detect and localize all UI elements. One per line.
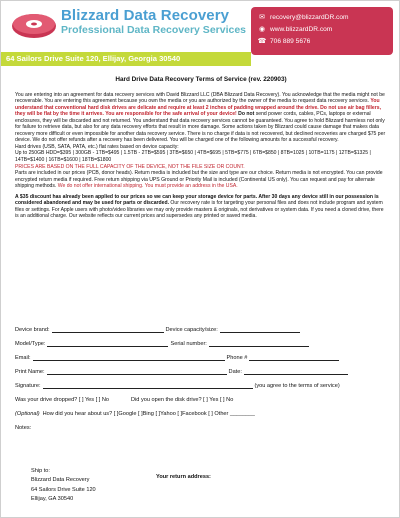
rates-note: PRICES ARE BASED ON THE FULL CAPACITY OF THE DEVICE, NOT THE FILE SIZE OR COUNT. [15,163,245,170]
discount-notice: A $35 discount has already been applied to our prices so we can keep your storage device for parts. After 30 days any device still in our possession is considered abandoned and may be used for parts or discarded. [15,193,379,207]
rates-intro: Hard drives (USB, SATA, PATA, etc.) flat rates based on device capacity: [15,143,179,150]
email-field[interactable] [33,354,225,361]
terms-liability-text: send power cords, cables, PCs, laptops or external enclosures, they will be discarded and not returned. You understand that data recovery services cannot be guaranteed. You agree to hold Blizzard harmless not only for failure to retrieve data, but also for any data recovery efforts that result in more damage. Some actions taken by Blizzard could cause damage that makes data recovery more difficult or even impossible for another data recovery service. There is no charge if data is not recovered, but declined recoveries are charged $75 per device. We do not offer refunds after a recovery has been delivered. You will be charged one of the following amounts for a successful recovery. [15,111,386,144]
form-row-notes [15,417,387,431]
signature-note: (you agree to the terms of service) [254,382,340,389]
signature-label: Signature: [15,382,41,389]
model-type-field[interactable] [47,340,168,347]
device-capacity-field[interactable] [220,326,300,333]
form-row-name [15,361,387,375]
form-row-model [15,333,387,347]
phone-field[interactable] [249,354,339,361]
recovery-scope-text: Our recovery rate is for targeting your personal files and does not include program and system files or settings. For Apple users with photo/video libraries we may only provide masters & originals, not derivatives or system data. If you need a cloned drive, there is an additional charge. Our website reflects our current prices and supersedes any printed or saved media. [15,200,384,220]
contact-website[interactable]: www.blizzardDR.com [270,25,333,33]
brand-block [61,7,246,36]
email-label: Email: [15,354,31,361]
dropped-question[interactable]: Was your drive dropped? [ ] Yes [ ] No [15,396,110,403]
intake-form [15,319,387,431]
device-capacity-label: Device capacity/size: [165,326,218,333]
ship-to-line: 64 Sailors Drive Suite 120 [31,486,96,493]
do-not-text: Do not [238,111,255,118]
notes-label: Notes: [15,424,32,431]
signature-field[interactable] [43,382,253,389]
ship-to-line: Blizzard Data Recovery [31,477,90,484]
model-type-label: Model/Type: [15,340,46,347]
terms-paragraph-3 [15,194,387,220]
address-bar: 64 Sailors Drive Suite 120, Ellijay, Georgia 30540 [1,52,251,66]
terms-intro-text: You are entering into an agreement for data recovery services with David Blizzard LLC (DBA Blizzard Data Recovery). You acknowledge that the media might not be recoverable. You are entering this agreement because you own the media or you are authorized by the owner of the media to request data recovery services. [15,91,385,105]
opened-question[interactable]: Did you open the disk drive? [ ] Yes [ ] No [131,396,234,403]
return-address-label: Your return address: [156,474,211,480]
parts-return-text: Parts are included in our prices (PCB, donor heads). Return media is included but the size and type are our choice. Return media is not encrypted. You can provide encrypted return media if required. Free return shipping via UPS Ground or Priority Mail is included (Continental US only). You can request and pay for alternate shipping methods. [15,170,383,190]
terms-title: Hard Drive Data Recovery Terms of Service (rev. 220903) [115,76,287,83]
contact-web-row [257,23,387,35]
form-row-signature [15,375,387,389]
device-brand-field[interactable] [52,326,164,333]
date-label: Date: [228,368,242,375]
disc-logo-icon [10,10,58,40]
ship-to-block [31,467,96,504]
form-row-email [15,347,387,361]
form-row-questions [15,389,387,403]
contact-phone-row [257,35,387,47]
contact-email[interactable]: recovery@blizzardDR.com [270,13,349,21]
contact-phone: 706 889 5676 [270,37,311,45]
rates-list: Up to 250GB HDD=$395 | 300GB - 1TB=$495 | 1.5TB - 2TB=$595 | 3TB=$650 | 4TB=$695 | 5TB=$775 | 6TB=$850 | 8TB=1025 | 10TB=1175 | 12TB=$1325 | 14TB=$1400 | 16TB=$1600 | 18TB=$1800 [15,150,371,164]
brand-tagline: Professional Data Recovery Services [61,24,247,36]
form-row-referral [15,403,387,417]
referral-question[interactable]: How did you hear about us? [ ]Google [ ]Bing [ ]Yahoo [ ]Facebook [ ] Other ________ [42,410,255,417]
serial-number-field[interactable] [209,340,309,347]
print-name-label: Print Name: [15,368,45,375]
globe-icon: ◉ [258,26,266,33]
contact-email-row [257,11,387,23]
date-field[interactable] [244,368,348,375]
ship-to-label: Ship to: [31,468,50,474]
brand-name: Blizzard Data Recovery [61,7,230,24]
contact-box [251,7,393,55]
packing-warning: You understand that conventional hard disk drives are delicate and require at least 2 inches of padding wrapped around the drive. Do not use air bag fillers, they will be flat by the time it arrives. You are responsible for the safe arrival of your device! [15,98,381,118]
phone-icon: ☎ [257,38,267,45]
ship-to-line: Ellijay, GA 30540 [31,495,74,502]
print-name-field[interactable] [47,368,227,375]
envelope-icon: ✉ [259,14,265,21]
device-brand-label: Device brand: [15,326,50,333]
optional-label: (Optional) [15,410,40,417]
phone-label: Phone # [226,354,248,361]
serial-number-label: Serial number: [170,340,207,347]
terms-paragraph-2 [15,170,387,190]
form-row-device [15,319,387,333]
terms-body [15,77,387,220]
terms-paragraph-1 [15,92,387,144]
international-warning: We do not offer international shipping. You must provide an address in the USA. [57,183,238,190]
